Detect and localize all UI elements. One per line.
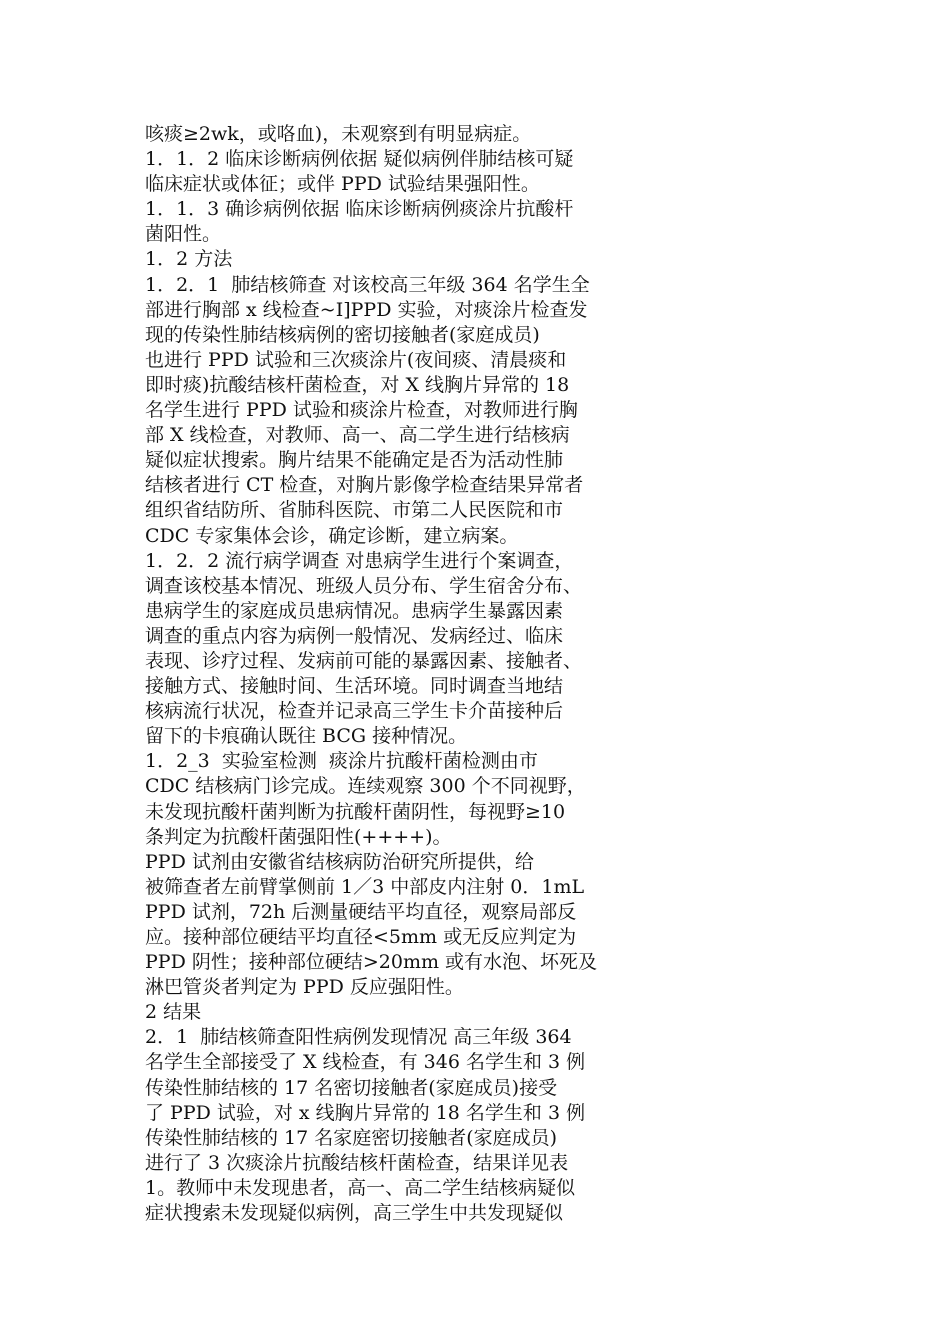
text-line: 接触方式、接触时间、生活环境。同时调查当地结 [145,675,564,698]
text-line: 部 X 线检查，对教师、高一、高二学生进行结核病 [145,424,570,447]
text-line: 名学生进行 PPD 试验和痰涂片检查，对教师进行胸 [145,399,578,422]
text-line: 核病流行状况，检查并记录高三学生卡介苗接种后 [145,700,564,723]
text-line: 患病学生的家庭成员患病情况。患病学生暴露因素 [145,599,564,622]
text-line: 条判定为抗酸杆菌强阳性(++++)。 [145,825,452,848]
text-line: 调查的重点内容为病例一般情况、发病经过、临床 [145,624,564,647]
text-line: 了 PPD 试验，对 x 线胸片异常的 18 名学生和 3 例 [145,1101,586,1124]
text-line: 未发现抗酸杆菌判断为抗酸杆菌阴性，每视野≥10 [145,800,566,823]
text-line: 表现、诊疗过程、发病前可能的暴露因素、接触者、 [145,649,583,672]
text-line: PPD 阴性；接种部位硬结>20mm 或有水泡、坏死及 [145,951,598,974]
text-line: 也进行 PPD 试验和三次痰涂片(夜间痰、清晨痰和 [145,348,567,371]
text-line: CDC 专家集体会诊，确定诊断，建立病案。 [145,524,519,547]
section-heading: 1．2 方法 [145,248,233,271]
text-line: 1．2．2 流行病学调查 对患病学生进行个案调查， [145,549,574,572]
text-line: 症状搜索未发现疑似病例，高三学生中共发现疑似 [145,1202,564,1225]
text-line: 进行了 3 次痰涂片抗酸结核杆菌检查，结果详见表 [145,1151,569,1174]
text-line: 即时痰)抗酸结核杆菌检查，对 X 线胸片异常的 18 [145,373,570,396]
text-line: 传染性肺结核的 17 名家庭密切接触者(家庭成员) [145,1126,558,1149]
text-line: 结核者进行 CT 检查，对胸片影像学检查结果异常者 [145,474,584,497]
text-line: 现的传染性肺结核病例的密切接触者(家庭成员) [145,323,540,346]
text-line: CDC 结核病门诊完成。连续观察 300 个不同视野， [145,775,586,798]
text-line: 1．2．1 肺结核筛查 对该校高三年级 364 名学生全 [145,273,590,296]
text-line: 部进行胸部 x 线检查~I]PPD 实验，对痰涂片检查发 [145,298,588,321]
text-line: 咳痰≥2wk，或咯血)，未观察到有明显病症。 [145,123,532,145]
section-heading: 2 结果 [145,1001,202,1024]
text-line: 留下的卡痕确认既往 BCG 接种情况。 [145,725,468,748]
text-line: PPD 试剂由安徽省结核病防治研究所提供，给 [145,850,534,873]
text-line: 1．1．2 临床诊断病例依据 疑似病例伴肺结核可疑 [145,148,574,171]
text-line: 被筛查者左前臂掌侧前 1／3 中部皮内注射 0．1mL [145,875,585,898]
text-line: 1．2_3 实验室检测 痰涂片抗酸杆菌检测由市 [145,750,538,773]
text-line: 菌阳性。 [145,223,222,246]
text-line: PPD 试剂，72h 后测量硬结平均直径，观察局部反 [145,900,577,923]
text-line: 名学生全部接受了 X 线检查，有 346 名学生和 3 例 [145,1051,586,1074]
text-line: 2．1 肺结核筛查阳性病例发现情况 高三年级 364 [145,1026,572,1049]
text-line: 传染性肺结核的 17 名密切接触者(家庭成员)接受 [145,1076,558,1099]
text-line: 淋巴管炎者判定为 PPD 反应强阳性。 [145,976,464,999]
text-line: 1。教师中未发现患者，高一、高二学生结核病疑似 [145,1176,576,1199]
text-line: 临床症状或体征；或伴 PPD 试验结果强阳性。 [145,173,540,196]
text-line: 组织省结防所、省肺科医院、市第二人民医院和市 [145,499,564,522]
text-line: 疑似症状搜索。胸片结果不能确定是否为活动性肺 [145,449,564,472]
text-line: 应。接种部位硬结平均直径<5mm 或无反应判定为 [145,926,577,948]
text-line: 1．1．3 确诊病例依据 临床诊断病例痰涂片抗酸杆 [145,198,574,221]
body-text [145,122,665,1226]
text-line: 调查该校基本情况、班级人员分布、学生宿舍分布、 [145,574,583,597]
